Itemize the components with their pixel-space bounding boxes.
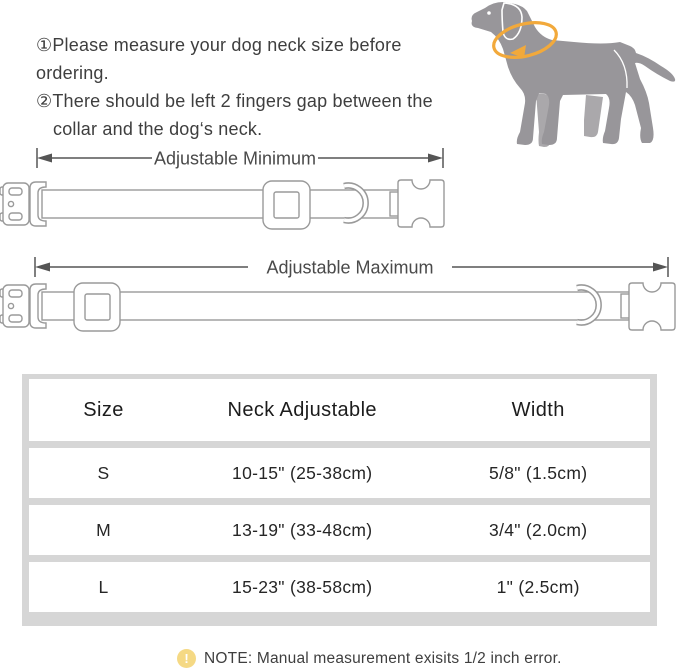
cell-width: 5/8" (1.5cm) xyxy=(489,462,588,483)
cell-size: S xyxy=(97,462,110,483)
arrow-left-icon xyxy=(37,154,52,163)
cell-neck: 15-23" (38-58cm) xyxy=(232,576,373,597)
cell-size: M xyxy=(96,519,111,540)
note-text: NOTE: Manual measurement exisits 1/2 inch error. xyxy=(204,650,562,667)
table-row-l xyxy=(29,562,650,612)
collar-diagram-minimum xyxy=(0,145,460,245)
triglide-slider-icon xyxy=(74,283,120,331)
dimension-minimum-label: Adjustable Minimum xyxy=(153,148,317,169)
header-neck-adjustable: Neck Adjustable xyxy=(227,398,377,421)
measuring-instructions xyxy=(36,31,466,143)
cell-neck: 10-15" (25-38cm) xyxy=(232,462,373,483)
dog-far-rear-leg xyxy=(584,95,603,137)
instruction-line-3: collar and the dog‘s neck. xyxy=(53,119,263,139)
cell-neck: 13-19" (33-48cm) xyxy=(232,519,373,540)
arrow-right-icon xyxy=(428,154,443,163)
collar-diagram-maximum xyxy=(0,252,679,357)
table-row-s xyxy=(29,448,650,498)
dog-illustration xyxy=(462,0,677,158)
buckle-male-icon xyxy=(621,283,675,330)
size-table-header-row xyxy=(29,379,650,441)
buckle-female-icon xyxy=(0,284,46,328)
collar-strap xyxy=(42,292,633,320)
instruction-line-1: ①Please measure your dog neck size before ordering. xyxy=(36,35,402,83)
header-width: Width xyxy=(511,398,565,421)
triglide-slider-icon xyxy=(263,181,310,229)
cell-width: 1" (2.5cm) xyxy=(496,576,580,597)
dog-eye xyxy=(487,11,491,15)
cell-size: L xyxy=(98,576,109,597)
dimension-maximum-label: Adjustable Maximum xyxy=(266,257,434,278)
instruction-line-2: ②There should be left 2 fingers gap between the xyxy=(36,91,433,111)
arrow-right-icon xyxy=(653,263,668,272)
size-table xyxy=(22,374,657,626)
cell-width: 3/4" (2.0cm) xyxy=(489,519,588,540)
header-size: Size xyxy=(83,398,124,421)
collar-strap xyxy=(42,190,402,218)
table-row-m xyxy=(29,505,650,555)
warning-icon: ! xyxy=(177,649,196,668)
buckle-female-icon xyxy=(0,182,46,226)
buckle-male-icon xyxy=(390,180,444,227)
arrow-left-icon xyxy=(35,263,50,272)
